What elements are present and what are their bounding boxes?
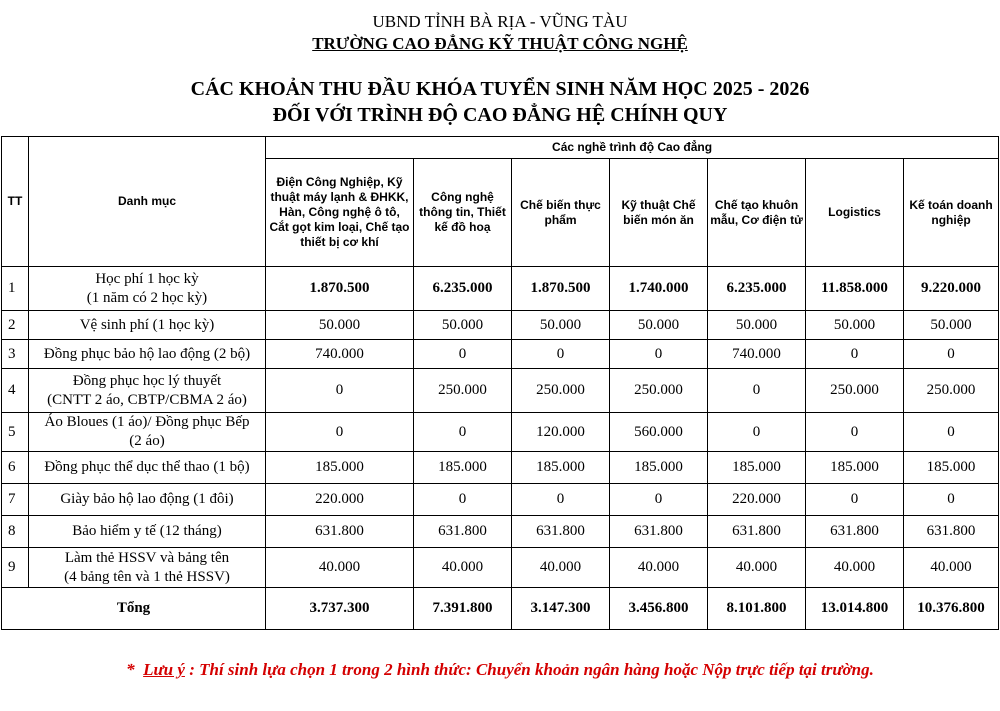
row-item <box>29 452 266 484</box>
row-number: 4 <box>2 369 29 413</box>
table-row <box>2 516 999 548</box>
organization-name: UBND TỈNH BÀ RỊA - VŨNG TÀU <box>372 12 628 31</box>
table-row <box>2 413 999 452</box>
fee-value: 40.000 <box>512 548 610 588</box>
fee-value: 185.000 <box>266 452 414 484</box>
fee-table-body <box>2 267 999 630</box>
school-name-text: TRƯỜNG CAO ĐẲNG KỸ THUẬT CÔNG NGHỆ <box>312 34 688 53</box>
fee-value: 185.000 <box>904 452 999 484</box>
header-tt: TT <box>2 137 29 267</box>
fee-value: 0 <box>806 413 904 452</box>
table-row <box>2 340 999 369</box>
header-program: Kỹ thuật Chế biến món ăn <box>610 159 708 267</box>
row-item <box>29 267 266 311</box>
fee-value: 40.000 <box>904 548 999 588</box>
header-program: Chế tạo khuôn mẫu, Cơ điện tử <box>708 159 806 267</box>
note-label: Lưu ý <box>143 660 185 679</box>
total-label: Tổng <box>2 588 266 630</box>
header-program: Logistics <box>806 159 904 267</box>
table-row <box>2 369 999 413</box>
fee-value: 0 <box>266 369 414 413</box>
table-row <box>2 267 999 311</box>
fee-value: 631.800 <box>610 516 708 548</box>
fee-value: 0 <box>512 484 610 516</box>
header-program: Kế toán doanh nghiệp <box>904 159 999 267</box>
fee-value: 50.000 <box>512 311 610 340</box>
row-item <box>29 484 266 516</box>
fee-value: 631.800 <box>266 516 414 548</box>
row-item-line1: Học phí 1 học kỳ <box>95 270 199 287</box>
table-row <box>2 484 999 516</box>
fee-value: 40.000 <box>266 548 414 588</box>
row-item-line2: (1 năm có 2 học kỳ) <box>86 289 208 306</box>
fee-value: 740.000 <box>708 340 806 369</box>
fee-value: 0 <box>414 413 512 452</box>
fee-value: 0 <box>904 484 999 516</box>
fee-value: 250.000 <box>610 369 708 413</box>
fee-value: 250.000 <box>904 369 999 413</box>
header-program: Điện Công Nghiệp, Kỹ thuật máy lạnh & ĐHKK, Hàn, Công nghệ ô tô, Cắt gọt kim loại, Chế tạo thiết bị cơ khí <box>266 159 414 267</box>
fee-value: 0 <box>414 340 512 369</box>
fee-value: 220.000 <box>708 484 806 516</box>
fee-value: 631.800 <box>708 516 806 548</box>
fee-value: 0 <box>708 369 806 413</box>
row-item-line1: Áo Bloues (1 áo)/ Đồng phục Bếp <box>44 414 250 430</box>
row-number: 2 <box>2 311 29 340</box>
fee-value: 0 <box>610 340 708 369</box>
fee-value: 6.235.000 <box>414 267 512 311</box>
fee-value: 40.000 <box>806 548 904 588</box>
fee-value: 50.000 <box>414 311 512 340</box>
row-number: 6 <box>2 452 29 484</box>
fee-value: 40.000 <box>708 548 806 588</box>
row-number: 3 <box>2 340 29 369</box>
fee-value: 1.740.000 <box>610 267 708 311</box>
total-value: 3.737.300 <box>266 588 414 630</box>
row-item-line2: (CNTT 2 áo, CBTP/CBMA 2 áo) <box>47 391 247 408</box>
table-row <box>2 548 999 588</box>
fee-value: 50.000 <box>610 311 708 340</box>
fee-value: 50.000 <box>806 311 904 340</box>
fee-value: 0 <box>512 340 610 369</box>
fee-value: 631.800 <box>806 516 904 548</box>
fee-value: 185.000 <box>512 452 610 484</box>
row-number: 1 <box>2 267 29 311</box>
fee-value: 50.000 <box>708 311 806 340</box>
fee-value: 0 <box>806 340 904 369</box>
fee-value: 0 <box>708 413 806 452</box>
fee-value: 1.870.500 <box>512 267 610 311</box>
fee-value: 250.000 <box>512 369 610 413</box>
row-item-line2: (4 bảng tên và 1 thẻ HSSV) <box>64 568 230 585</box>
header-program-group: Các nghề trình độ Cao đẳng <box>266 137 999 159</box>
row-item-line1: Giày bảo hộ lao động (1 đôi) <box>60 491 234 507</box>
fee-value: 185.000 <box>414 452 512 484</box>
row-item <box>29 548 266 588</box>
total-value: 7.391.800 <box>414 588 512 630</box>
total-value: 13.014.800 <box>806 588 904 630</box>
fee-value: 0 <box>414 484 512 516</box>
row-item-line1: Bảo hiểm y tế (12 tháng) <box>72 523 222 539</box>
fee-value: 11.858.000 <box>806 267 904 311</box>
table-row <box>2 452 999 484</box>
school-name <box>0 34 1000 54</box>
row-item <box>29 311 266 340</box>
document-title: CÁC KHOẢN THU ĐẦU KHÓA TUYỂN SINH NĂM HỌC 2025 - 2026 <box>190 78 810 100</box>
fee-value: 50.000 <box>904 311 999 340</box>
payment-note <box>0 660 1000 680</box>
fee-value: 560.000 <box>610 413 708 452</box>
total-value: 3.456.800 <box>610 588 708 630</box>
note-star: * <box>126 660 135 679</box>
fee-table <box>1 136 999 630</box>
fee-value: 185.000 <box>708 452 806 484</box>
total-row <box>2 588 999 630</box>
fee-value: 0 <box>904 340 999 369</box>
fee-value: 631.800 <box>414 516 512 548</box>
fee-value: 1.870.500 <box>266 267 414 311</box>
fee-value: 185.000 <box>610 452 708 484</box>
row-number: 5 <box>2 413 29 452</box>
row-item-line1: Vệ sinh phí (1 học kỳ) <box>79 316 215 333</box>
row-number: 8 <box>2 516 29 548</box>
fee-value: 740.000 <box>266 340 414 369</box>
fee-value: 185.000 <box>806 452 904 484</box>
fee-value: 40.000 <box>610 548 708 588</box>
fee-value: 40.000 <box>414 548 512 588</box>
fee-value: 120.000 <box>512 413 610 452</box>
row-item <box>29 413 266 452</box>
fee-value: 0 <box>266 413 414 452</box>
table-row <box>2 311 999 340</box>
fee-value: 0 <box>806 484 904 516</box>
row-item <box>29 369 266 413</box>
header-item: Danh mục <box>29 137 266 267</box>
row-item-line1: Đồng phục bảo hộ lao động (2 bộ) <box>43 345 251 362</box>
document-subtitle: ĐỐI VỚI TRÌNH ĐỘ CAO ĐẲNG HỆ CHÍNH QUY <box>272 104 728 126</box>
row-item-line2: (2 áo) <box>129 433 165 449</box>
row-item <box>29 340 266 369</box>
fee-value: 220.000 <box>266 484 414 516</box>
fee-value: 250.000 <box>806 369 904 413</box>
fee-value: 631.800 <box>904 516 999 548</box>
row-item <box>29 516 266 548</box>
fee-value: 250.000 <box>414 369 512 413</box>
header-program: Chế biến thực phẩm <box>512 159 610 267</box>
fee-value: 9.220.000 <box>904 267 999 311</box>
fee-value: 0 <box>904 413 999 452</box>
total-value: 10.376.800 <box>904 588 999 630</box>
row-item-line1: Đồng phục học lý thuyết <box>72 372 222 389</box>
fee-value: 50.000 <box>266 311 414 340</box>
row-number: 7 <box>2 484 29 516</box>
fee-value: 6.235.000 <box>708 267 806 311</box>
row-item-line1: Đồng phục thể dục thể thao (1 bộ) <box>44 459 250 475</box>
header-program: Công nghệ thông tin, Thiết kế đồ hoạ <box>414 159 512 267</box>
total-value: 8.101.800 <box>708 588 806 630</box>
row-item-line1: Làm thẻ HSSV và bảng tên <box>64 549 230 566</box>
note-text: : Thí sinh lựa chọn 1 trong 2 hình thức: Chuyển khoản ngân hàng hoặc Nộp trực tiếp tại trường. <box>189 660 874 679</box>
row-number: 9 <box>2 548 29 588</box>
fee-value: 0 <box>610 484 708 516</box>
total-value: 3.147.300 <box>512 588 610 630</box>
fee-value: 631.800 <box>512 516 610 548</box>
